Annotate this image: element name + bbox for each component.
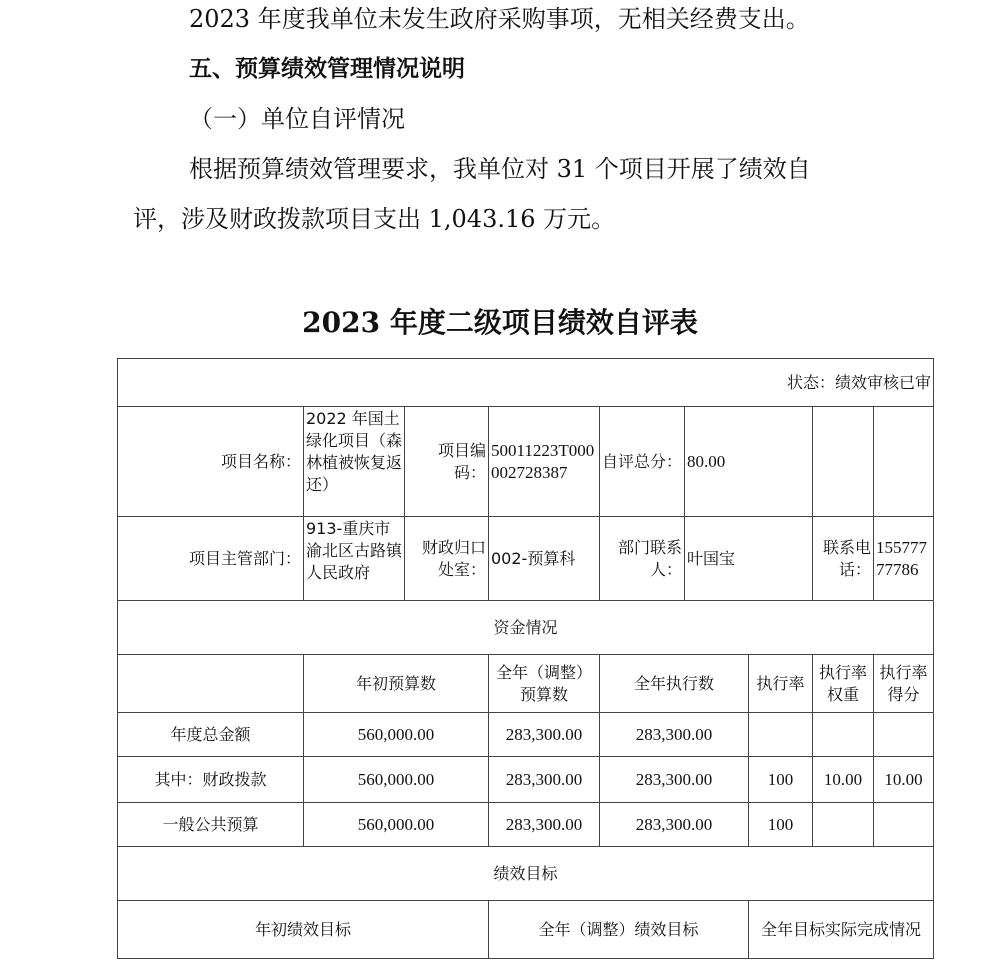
- project-code-label: 项目编码：: [405, 407, 489, 517]
- col-header: 执行率权重: [813, 655, 874, 713]
- col-header: 全年执行数: [600, 655, 749, 713]
- exec-weight: [813, 803, 874, 847]
- row-label: 其中：财政拨款: [118, 757, 304, 803]
- phone-value: 15577777786: [874, 517, 934, 601]
- exec-rate: [749, 713, 813, 757]
- table-row: [118, 901, 934, 959]
- col-header: 执行率得分: [874, 655, 934, 713]
- phone-label: 联系电话：: [813, 517, 874, 601]
- paragraph-line-1: 根据预算绩效管理要求，我单位对 31 个项目开展了绩效自: [189, 155, 811, 183]
- initial-budget: 560,000.00: [304, 803, 489, 847]
- adjusted-budget: 283,300.00: [489, 713, 600, 757]
- executed-amount: 283,300.00: [600, 713, 749, 757]
- empty-cell: [118, 655, 304, 713]
- paragraph-line-2: 评，涉及财政拨款项目支出 1,043.16 万元。: [133, 205, 616, 233]
- exec-score: [874, 803, 934, 847]
- dept-value: 913-重庆市渝北区古路镇人民政府: [304, 517, 405, 601]
- col-header: 年初绩效目标: [118, 901, 489, 959]
- col-header: 年初预算数: [304, 655, 489, 713]
- empty-cell: [813, 407, 874, 517]
- project-name-label: 项目名称：: [118, 407, 304, 517]
- adjusted-budget: 283,300.00: [489, 803, 600, 847]
- table-row: [118, 713, 934, 757]
- col-header: 全年（调整）预算数: [489, 655, 600, 713]
- project-name-value: 2022 年国土绿化项目（森林植被恢复返还）: [304, 407, 405, 517]
- adjusted-budget: 283,300.00: [489, 757, 600, 803]
- performance-table: [117, 358, 934, 959]
- table-row: [118, 757, 934, 803]
- exec-rate: 100: [749, 757, 813, 803]
- table-row: [118, 601, 934, 655]
- empty-cell: [874, 407, 934, 517]
- contact-value: 叶国宝: [685, 517, 813, 601]
- project-code-value: 50011223T000002728387: [489, 407, 600, 517]
- self-score-value: 80.00: [685, 407, 813, 517]
- row-label: 年度总金额: [118, 713, 304, 757]
- exec-weight: 10.00: [813, 757, 874, 803]
- table-row: [118, 803, 934, 847]
- col-header: 全年（调整）绩效目标: [489, 901, 749, 959]
- table-title: 2023 年度二级项目绩效自评表: [302, 306, 698, 339]
- table-row: [118, 655, 934, 713]
- exec-rate: 100: [749, 803, 813, 847]
- executed-amount: 283,300.00: [600, 803, 749, 847]
- self-score-label: 自评总分：: [600, 407, 685, 517]
- exec-score: 10.00: [874, 757, 934, 803]
- col-header: 全年目标实际完成情况: [749, 901, 934, 959]
- exec-score: [874, 713, 934, 757]
- table-row: [118, 407, 934, 517]
- finance-office-value: 002-预算科: [489, 517, 600, 601]
- contact-label: 部门联系人：: [600, 517, 685, 601]
- row-label: 一般公共预算: [118, 803, 304, 847]
- status-cell: 状态：绩效审核已审: [118, 359, 934, 407]
- col-header: 执行率: [749, 655, 813, 713]
- section-heading-5: 五、预算绩效管理情况说明: [189, 56, 465, 82]
- table-row: [118, 517, 934, 601]
- executed-amount: 283,300.00: [600, 757, 749, 803]
- initial-budget: 560,000.00: [304, 757, 489, 803]
- table-row: [118, 359, 934, 407]
- perf-section-header: 绩效目标: [118, 847, 934, 901]
- dept-label: 项目主管部门：: [118, 517, 304, 601]
- table-row: [118, 847, 934, 901]
- subsection-heading-1: （一）单位自评情况: [189, 105, 405, 133]
- finance-office-label: 财政归口处室：: [405, 517, 489, 601]
- text-no-procurement: 2023 年度我单位未发生政府采购事项，无相关经费支出。: [189, 5, 810, 33]
- funds-section-header: 资金情况: [118, 601, 934, 655]
- initial-budget: 560,000.00: [304, 713, 489, 757]
- exec-weight: [813, 713, 874, 757]
